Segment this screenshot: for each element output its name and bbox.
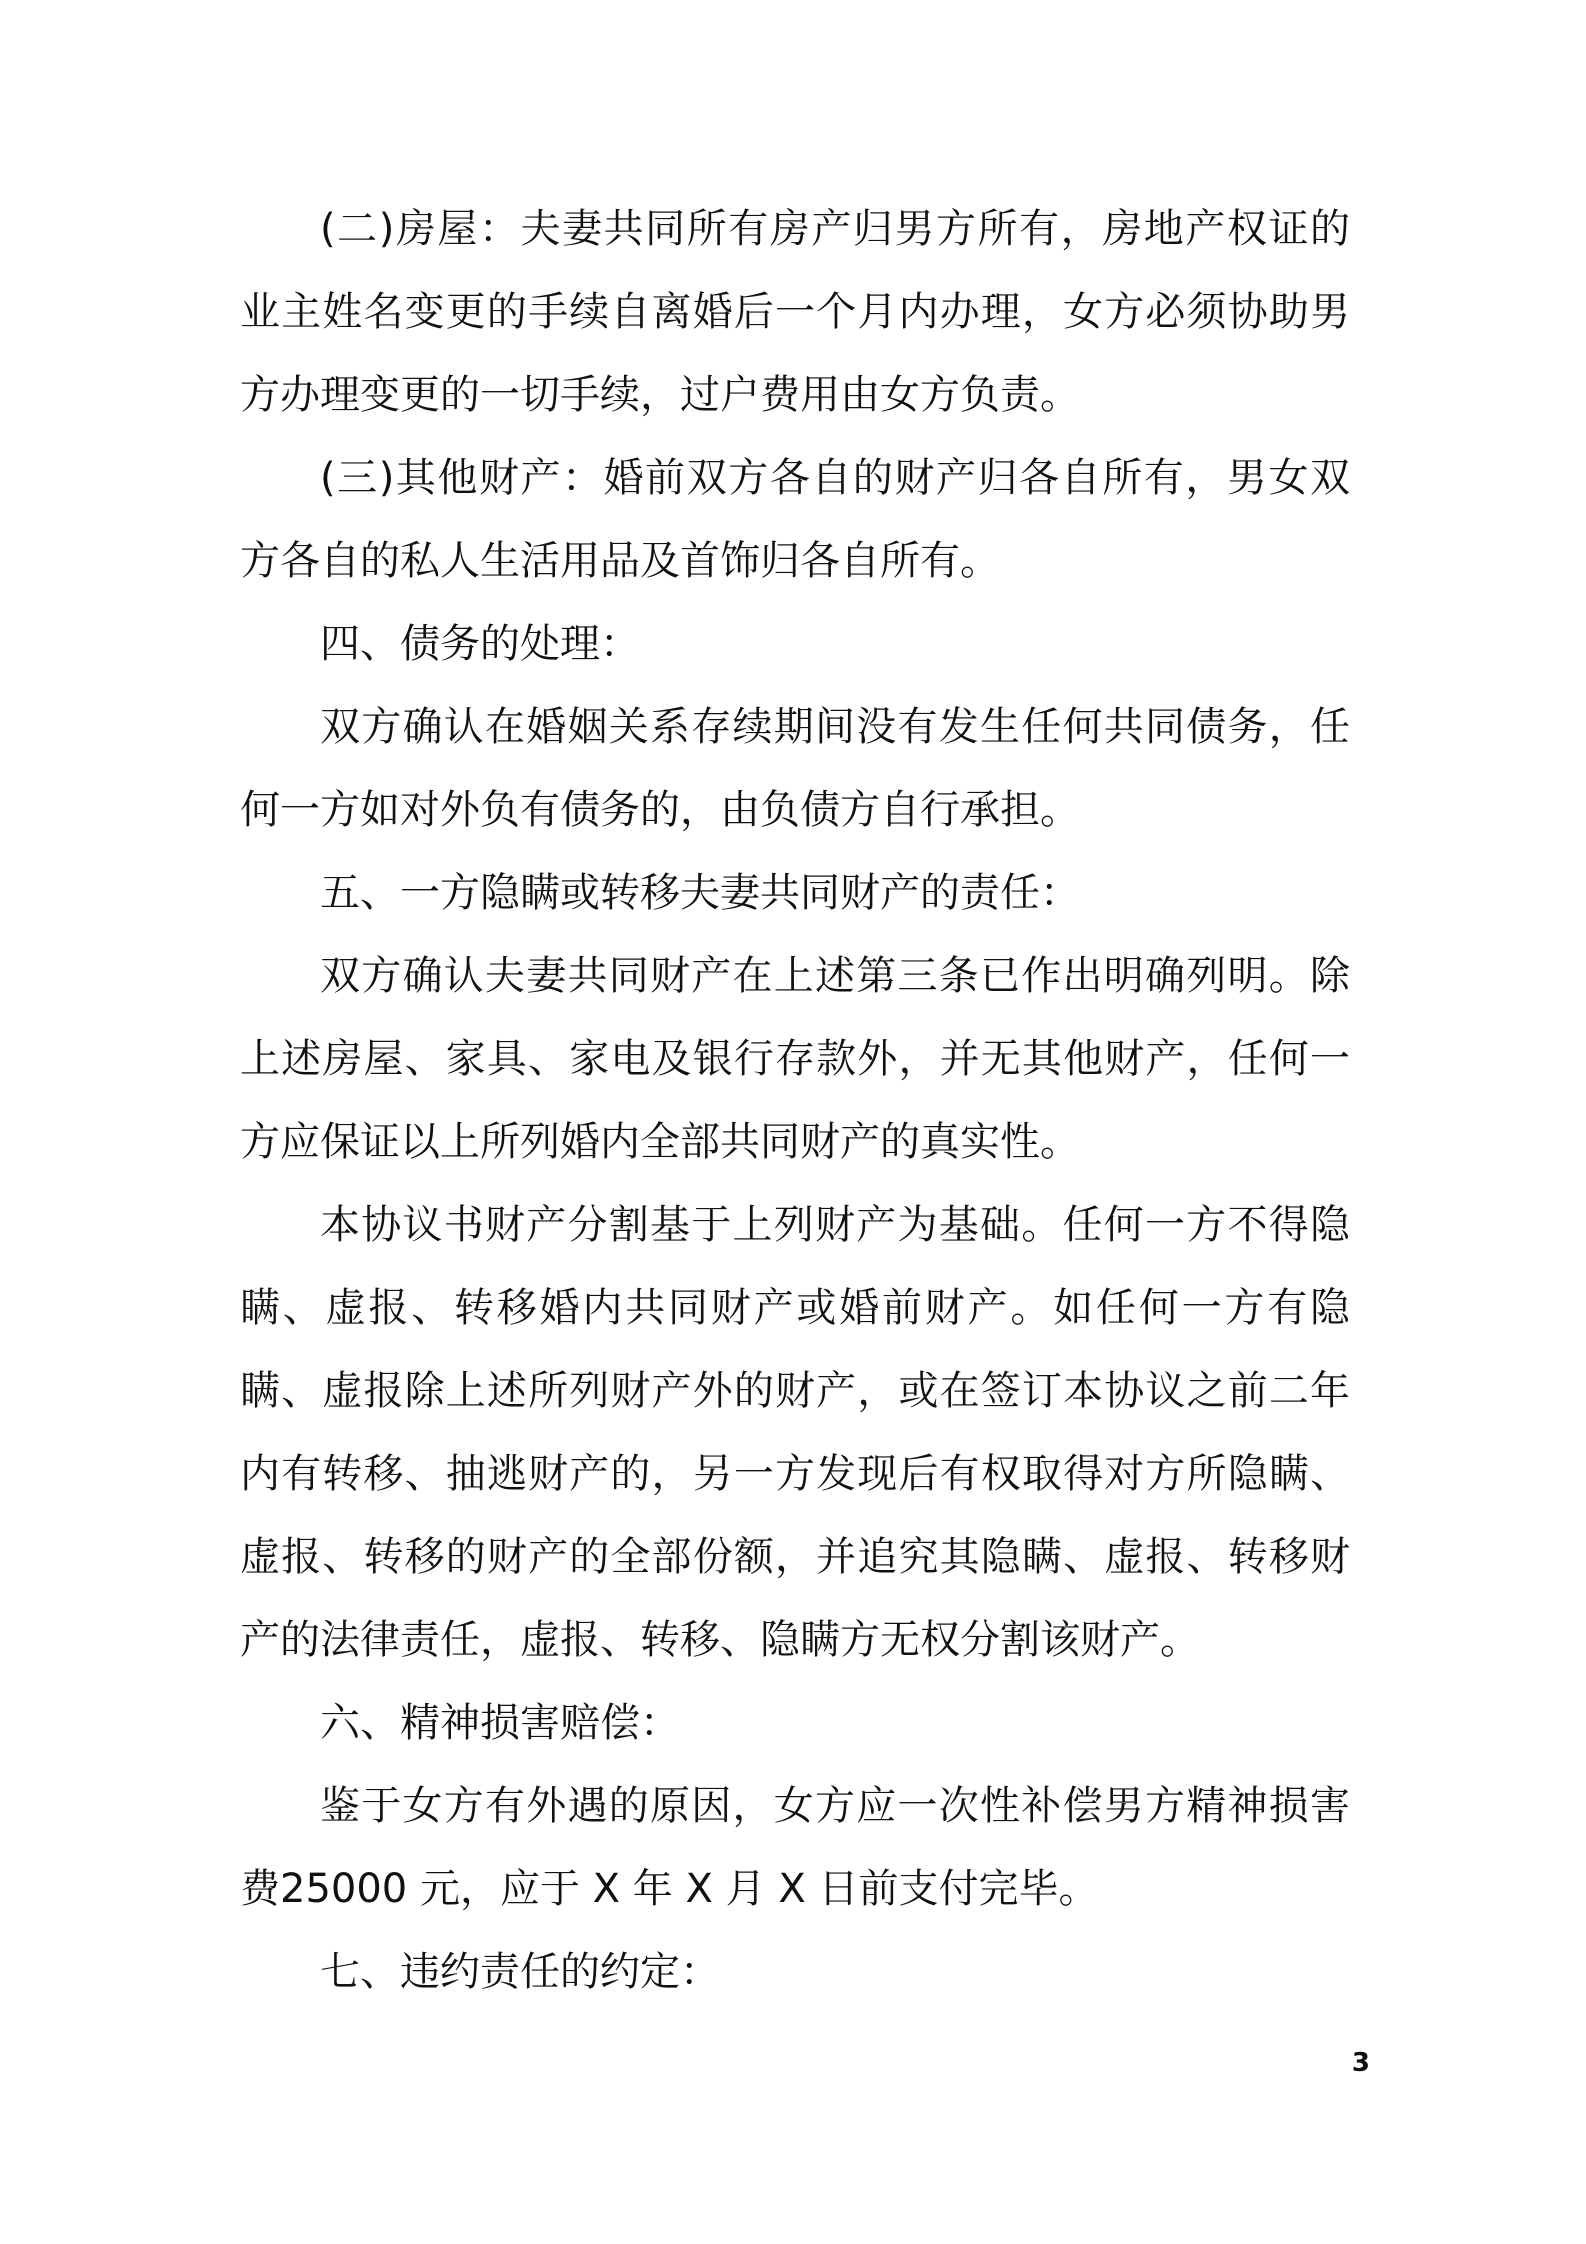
paragraph-compensation: 鉴于女方有外遇的原因，女方应一次性补偿男方精神损害费25000 元，应于 X 年 X 月 X 日前支付完毕。 (240, 1783, 1350, 1912)
paragraph-debt: 双方确认在婚姻关系存续期间没有发生任何共同债务，任何一方如对外负有债务的，由负债方自行承担。 (240, 704, 1350, 833)
page-number: 3 (1351, 2048, 1370, 2078)
heading-concealment: 五、一方隐瞒或转移夫妻共同财产的责任： (320, 870, 1080, 916)
paragraph-house: (二)房屋：夫妻共同所有房产归男方所有，房地产权证的业主姓名变更的手续自离婚后一个月内办理，女方必须协助男方办理变更的一切手续，过户费用由女方负责。 (240, 206, 1350, 418)
heading-breach: 七、违约责任的约定： (320, 1949, 720, 1995)
paragraph-joint-property: 双方确认夫妻共同财产在上述第三条已作出明确列明。除上述房屋、家具、家电及银行存款外，并无其他财产，任何一方应保证以上所列婚内全部共同财产的真实性。 (240, 953, 1350, 1165)
paragraph-other-property: (三)其他财产：婚前双方各自的财产归各自所有，男女双方各自的私人生活用品及首饰归各自所有。 (240, 455, 1350, 584)
heading-debt: 四、债务的处理： (320, 621, 640, 667)
heading-compensation: 六、精神损害赔偿： (320, 1700, 680, 1746)
paragraph-property-division: 本协议书财产分割基于上列财产为基础。任何一方不得隐瞒、虚报、转移婚内共同财产或婚前财产。如任何一方有隐瞒、虚报除上述所列财产外的财产，或在签订本协议之前二年内有转移、抽逃财产的，另一方发现后有权取得对方所隐瞒、虚报、转移的财产的全部份额，并追究其隐瞒、虚报、转移财产的法律责任，虚报、转移、隐瞒方无权分割该财产。 (240, 1202, 1350, 1663)
document-body (240, 188, 1350, 2014)
